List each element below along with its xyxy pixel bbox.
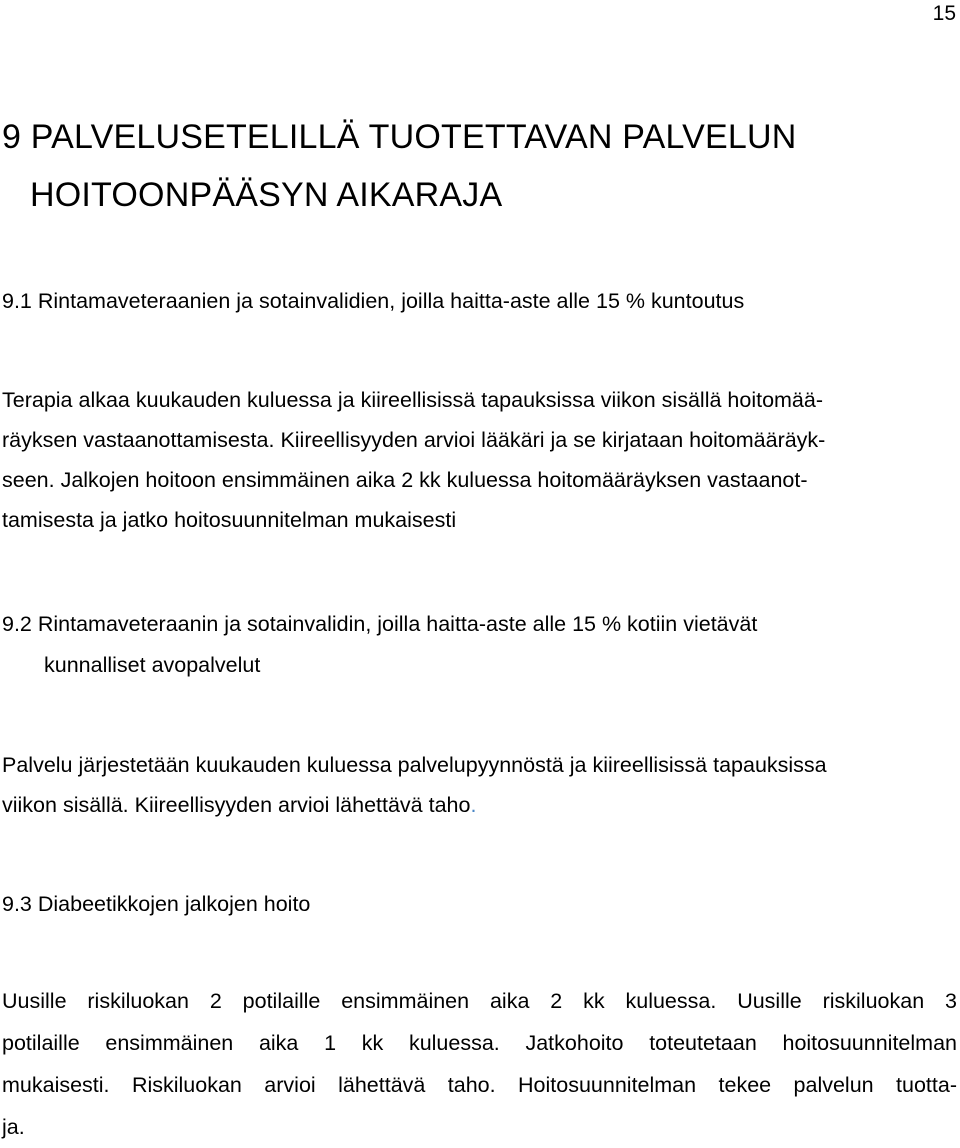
body-line-text: viikon sisällä. Kiireellisyyden arvioi lähettävä taho [2, 793, 471, 817]
body-line [2, 785, 957, 825]
section-heading-9-2 [2, 604, 757, 686]
body-line: mukaisesti. Riskiluokan arvioi lähettävä taho. Hoitosuunnitelman tekee palvelun tuotta- [2, 1073, 957, 1097]
section-heading-9-3: 9.3 Diabeetikkojen jalkojen hoito [2, 892, 311, 916]
section-heading-9-1: 9.1 Rintamaveteraanien ja sotainvalidien, joilla haitta-aste alle 15 % kuntoutus [2, 289, 745, 313]
body-line: tamisesta ja jatko hoitosuunnitelman mukaisesti [2, 508, 457, 532]
section-heading-line-1: 9.2 Rintamaveteraanin ja sotainvalidin, joilla haitta-aste alle 15 % kotiin vietävät [2, 612, 758, 636]
chapter-title-line-2: HOITOONPÄÄSYN AIKARAJA [30, 176, 503, 214]
chapter-title [2, 108, 942, 224]
body-line: potilaille ensimmäinen aika 1 kk kuluessa. Jatkohoito toteutetaan hoitosuunnitelman [2, 1031, 957, 1055]
body-line: seen. Jalkojen hoitoon ensimmäinen aika 2 kk kuluessa hoitomääräyksen vastaanot- [2, 468, 808, 492]
body-line: Terapia alkaa kuukauden kuluessa ja kiireellisissä tapauksissa viikon sisällä hoitomää- [2, 388, 824, 412]
body-line: Uusille riskiluokan 2 potilaille ensimmäinen aika 2 kk kuluessa. Uusille riskiluokan 3 [2, 989, 957, 1013]
trailing-mark: . [470, 793, 477, 817]
body-line: räyksen vastaanottamisesta. Kiireellisyyden arvioi lääkäri ja se kirjataan hoitomääräyk- [2, 428, 826, 452]
section-body-9-3 [2, 980, 957, 1148]
body-line: Palvelu järjestetään kuukauden kuluessa palvelupyynnöstä ja kiireellisissä tapauksissa [2, 753, 827, 777]
section-heading-line-2: kunnalliset avopalvelut [44, 653, 261, 677]
section-body-9-2 [2, 745, 957, 825]
section-body-9-1 [2, 380, 957, 540]
body-line: ja. [2, 1115, 25, 1139]
page-number: 15 [932, 2, 956, 25]
chapter-title-line-1: 9 PALVELUSETELILLÄ TUOTETTAVAN PALVELUN [2, 118, 797, 156]
